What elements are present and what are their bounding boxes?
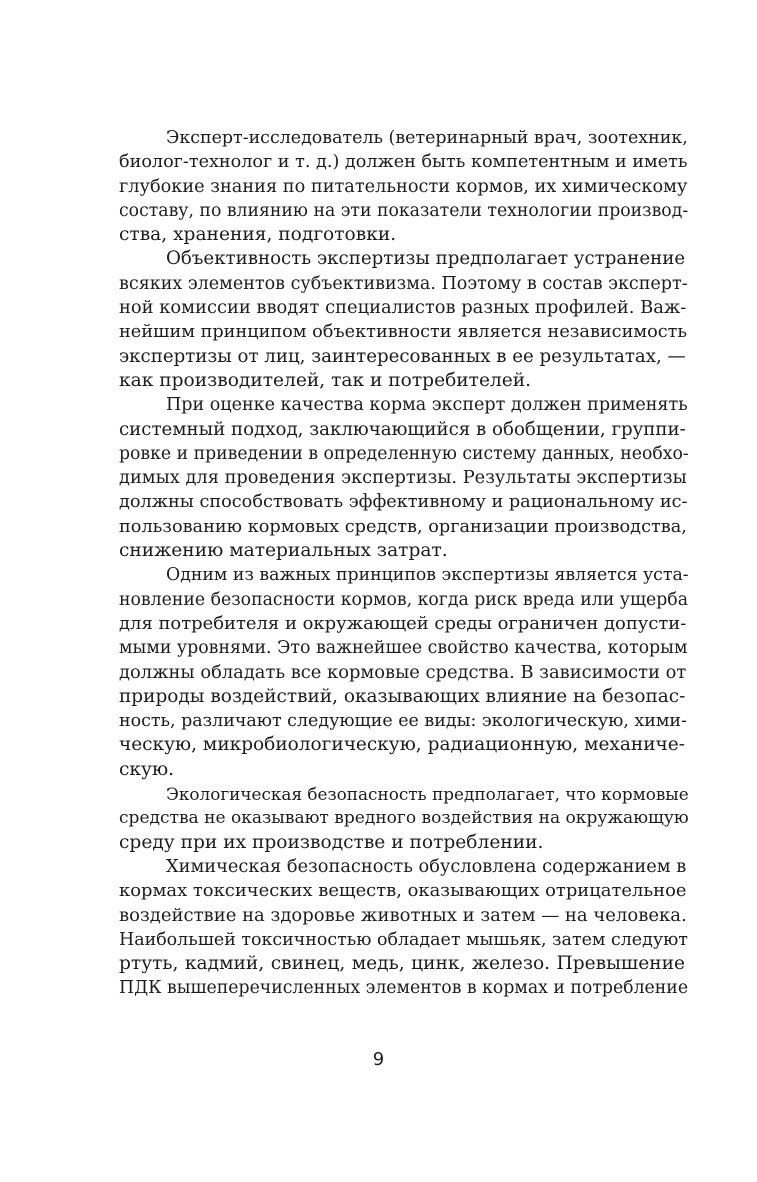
text-line: биолог-технолог и т. д.) должен быть компетентным и иметь <box>119 152 688 173</box>
text-line: природы воздействий, оказывающих влияние на безопас- <box>119 685 686 707</box>
page-number: 9 <box>372 1049 385 1070</box>
text-line: ной комиссии вводят специалистов разных профилей. Важ- <box>119 297 687 319</box>
paragraph-expert-researcher <box>72 126 689 247</box>
text-line: мыми уровнями. Это важнейшее свойство качества, которым <box>119 638 688 659</box>
text-line: ровке и приведении в определенную систему данных, необхо- <box>119 443 689 464</box>
page-body <box>72 126 689 1001</box>
text-line: глубокие знания по питательности кормов, их химическому <box>119 176 688 197</box>
paragraph-systematic-approach <box>72 393 689 563</box>
text-line: скую. <box>119 758 175 780</box>
text-line: ртуть, кадмий, свинец, медь, цинк, железо. Превышение <box>119 953 685 975</box>
paragraph-safety-principle <box>72 563 689 782</box>
paragraph-objectivity <box>72 247 688 393</box>
text-line: составу, по влиянию на эти показатели технологии производ- <box>119 200 689 221</box>
text-line: должны способствовать эффективному и рациональному ис- <box>119 492 688 513</box>
text-line: всяких элементов субъективизма. Поэтому в состав эксперт- <box>119 273 688 294</box>
text-line: средства не оказывают вредного воздействия на окружающую <box>119 808 689 829</box>
text-line: должны обладать все кормовые средства. В зависимости от <box>119 661 687 683</box>
text-line: пользованию кормовых средств, организации производства, <box>119 516 687 537</box>
text-line: Одним из важных принципов экспертизы является уста- <box>166 565 689 586</box>
text-line: воздействие на здоровье животных и затем — на человека. <box>119 904 687 926</box>
text-line: как производителей, так и потребителей. <box>119 369 532 391</box>
text-line: ства, хранения, подготовки. <box>119 224 397 246</box>
text-line: Наибольшей токсичностью обладает мышьяк, затем следуют <box>119 929 688 950</box>
text-line: ческую, микробиологическую, радиационную, механиче- <box>119 734 685 756</box>
text-line: ПДК вышеперечисленных элементов в кормах и потребление <box>119 978 689 999</box>
text-line: экспертизы от лиц, заинтересованных в ее результатах, — <box>119 345 686 367</box>
text-line: При оценке качества корма эксперт должен применять <box>166 395 688 416</box>
text-line: среду при их производстве и потреблении. <box>119 831 544 853</box>
paragraph-chemical-safety <box>72 855 689 1001</box>
text-line: для потребителя и окружающей среды ограничен допусти- <box>119 612 687 634</box>
text-line: Объективность экспертизы предполагает устранение <box>166 248 686 270</box>
text-line: системный подход, заключающийся в обобщении, группи- <box>119 418 686 440</box>
text-line: новление безопасности кормов, когда риск вреда или ущерба <box>119 589 689 610</box>
text-line: димых для проведения экспертизы. Результаты экспертизы <box>119 467 687 489</box>
text-line: Экологическая безопасность предполагает, что кормовые <box>166 784 689 805</box>
text-line: Эксперт-исследователь (ветеринарный врач, зоотехник, <box>166 128 688 148</box>
text-line: кормах токсических веществ, оказывающих отрицательное <box>119 880 687 902</box>
text-line: Химическая безопасность обусловлена содержанием в <box>166 855 687 877</box>
paragraph-ecological-safety <box>72 782 689 855</box>
text-line: ность, различают следующие ее виды: экологическую, хими- <box>119 711 687 732</box>
text-line: снижению материальных затрат. <box>119 540 448 562</box>
text-line: нейшим принципом объективности является независимость <box>119 322 688 343</box>
